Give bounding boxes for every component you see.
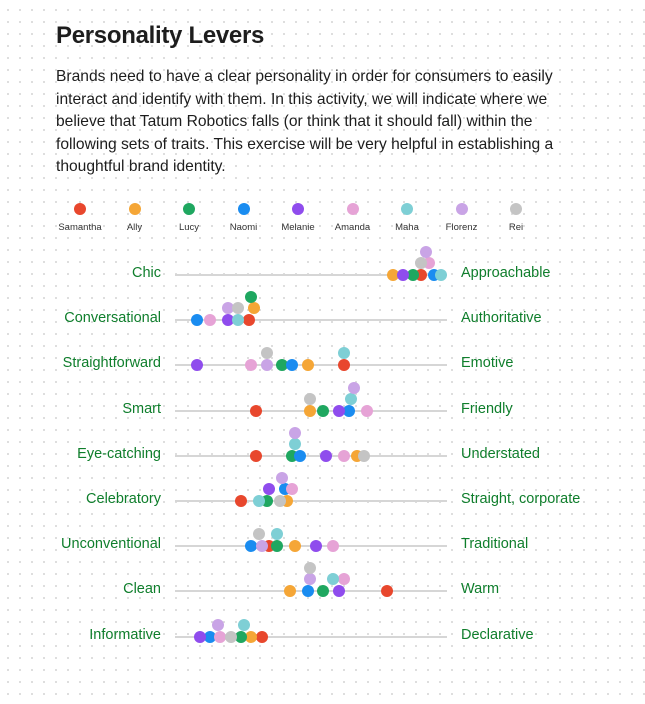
left-trait-label: Straightforward [62, 355, 161, 372]
vote-dot-lucy[interactable] [271, 540, 283, 552]
left-trait-label: Celebratory [86, 491, 161, 507]
vote-dot-rei[interactable] [225, 631, 237, 643]
vote-dot-florenz[interactable] [304, 573, 316, 585]
right-trait-label: Traditional [461, 536, 529, 553]
lever-track [175, 500, 447, 502]
vote-dot-florenz[interactable] [256, 540, 268, 552]
legend-label: Maha [395, 222, 419, 233]
lever-row [0, 260, 645, 290]
vote-dot-amanda[interactable] [204, 314, 216, 326]
vote-dot-samantha[interactable] [250, 405, 262, 417]
vote-dot-samantha[interactable] [235, 495, 247, 507]
right-trait-label: Authoritative [461, 310, 542, 327]
vote-dot-rei[interactable] [304, 562, 316, 574]
vote-dot-samantha[interactable] [250, 450, 262, 462]
vote-dot-samantha[interactable] [381, 585, 393, 597]
right-trait-label: Approachable [461, 265, 551, 281]
vote-dot-melanie[interactable] [191, 359, 203, 371]
vote-dot-ally[interactable] [245, 631, 257, 643]
vote-dot-naomi[interactable] [294, 450, 306, 462]
vote-dot-melanie[interactable] [310, 540, 322, 552]
vote-dot-maha[interactable] [253, 495, 265, 507]
vote-dot-rei[interactable] [253, 528, 265, 540]
vote-dot-naomi[interactable] [191, 314, 203, 326]
vote-dot-lucy[interactable] [317, 585, 329, 597]
right-trait-label: Friendly [461, 400, 513, 417]
lever-track [175, 455, 447, 457]
vote-dot-florenz[interactable] [289, 427, 301, 439]
left-trait-label: Chic [131, 265, 161, 281]
lever-row [0, 531, 645, 561]
vote-dot-rei[interactable] [261, 347, 273, 359]
vote-dot-rei[interactable] [415, 257, 427, 269]
vote-dot-rei[interactable] [358, 450, 370, 462]
lever-row [0, 622, 645, 652]
vote-dot-florenz[interactable] [276, 472, 288, 484]
vote-dot-lucy[interactable] [317, 405, 329, 417]
vote-dot-ally[interactable] [248, 302, 260, 314]
legend-label: Amanda [334, 222, 371, 233]
vote-dot-amanda[interactable] [338, 573, 350, 585]
left-trait-label: Informative [89, 626, 161, 643]
intro-paragraph: Brands need to have a clear personality in order for consumers to easily interact and identify with them. In this activity, we will indicate where we believe that Tatum Robotics falls (or think that it should fall) within the following sets of traits. This exercise will be very helpful in establishing a thoughtful brand identity. [56, 68, 554, 175]
vote-dot-maha[interactable] [238, 619, 250, 631]
right-trait-label: Declarative [461, 626, 534, 643]
vote-dot-maha[interactable] [435, 269, 447, 281]
vote-dot-naomi[interactable] [302, 585, 314, 597]
vote-dot-ally[interactable] [304, 405, 316, 417]
vote-dot-melanie[interactable] [333, 405, 345, 417]
page-title: Personality Levers [56, 22, 265, 49]
vote-dot-melanie[interactable] [320, 450, 332, 462]
vote-dot-maha[interactable] [289, 438, 301, 450]
left-trait-label: Clean [123, 581, 161, 598]
left-trait-label: Conversational [64, 310, 161, 327]
legend-label: Ally [126, 222, 143, 233]
vote-dot-amanda[interactable] [245, 359, 257, 371]
vote-dot-amanda[interactable] [338, 450, 350, 462]
lever-row [0, 486, 645, 516]
vote-dot-samantha[interactable] [338, 359, 350, 371]
vote-dot-naomi[interactable] [286, 359, 298, 371]
right-trait-label: Warm [461, 581, 500, 598]
vote-dot-lucy[interactable] [235, 631, 247, 643]
vote-dot-maha[interactable] [345, 393, 357, 405]
vote-dot-florenz[interactable] [348, 382, 360, 394]
lever-row [0, 396, 645, 426]
vote-dot-rei[interactable] [304, 393, 316, 405]
vote-dot-florenz[interactable] [261, 359, 273, 371]
vote-dot-rei[interactable] [232, 302, 244, 314]
left-trait-label: Smart [122, 400, 161, 417]
right-trait-label: Emotive [461, 355, 514, 372]
vote-dot-ally[interactable] [302, 359, 314, 371]
legend-label: Rei [508, 222, 524, 233]
vote-dot-ally[interactable] [289, 540, 301, 552]
legend-label: Samantha [58, 222, 102, 233]
lever-row [0, 441, 645, 471]
left-trait-label: Unconventional [61, 536, 161, 553]
legend-label: Florenz [445, 222, 478, 233]
lever-row [0, 576, 645, 606]
lever-row [0, 350, 645, 380]
vote-dot-maha[interactable] [271, 528, 283, 540]
vote-dot-maha[interactable] [232, 314, 244, 326]
vote-dot-samantha[interactable] [256, 631, 268, 643]
vote-dot-ally[interactable] [284, 585, 296, 597]
vote-dot-melanie[interactable] [333, 585, 345, 597]
lever-row [0, 305, 645, 335]
vote-dot-naomi[interactable] [343, 405, 355, 417]
vote-dot-amanda[interactable] [327, 540, 339, 552]
vote-dot-samantha[interactable] [243, 314, 255, 326]
vote-dot-maha[interactable] [327, 573, 339, 585]
vote-dot-rei[interactable] [274, 495, 286, 507]
legend-label: Melanie [281, 222, 315, 233]
right-trait-label: Straight, corporate [461, 491, 581, 507]
vote-dot-amanda[interactable] [286, 483, 298, 495]
legend-label: Naomi [229, 222, 258, 233]
vote-dot-amanda[interactable] [361, 405, 373, 417]
left-trait-label: Eye-catching [77, 445, 161, 462]
vote-dot-melanie[interactable] [263, 483, 275, 495]
vote-dot-melanie[interactable] [194, 631, 206, 643]
vote-dot-florenz[interactable] [212, 619, 224, 631]
legend-label: Lucy [178, 222, 200, 233]
vote-dot-melanie[interactable] [397, 269, 409, 281]
right-trait-label: Understated [461, 445, 540, 462]
vote-dot-maha[interactable] [338, 347, 350, 359]
